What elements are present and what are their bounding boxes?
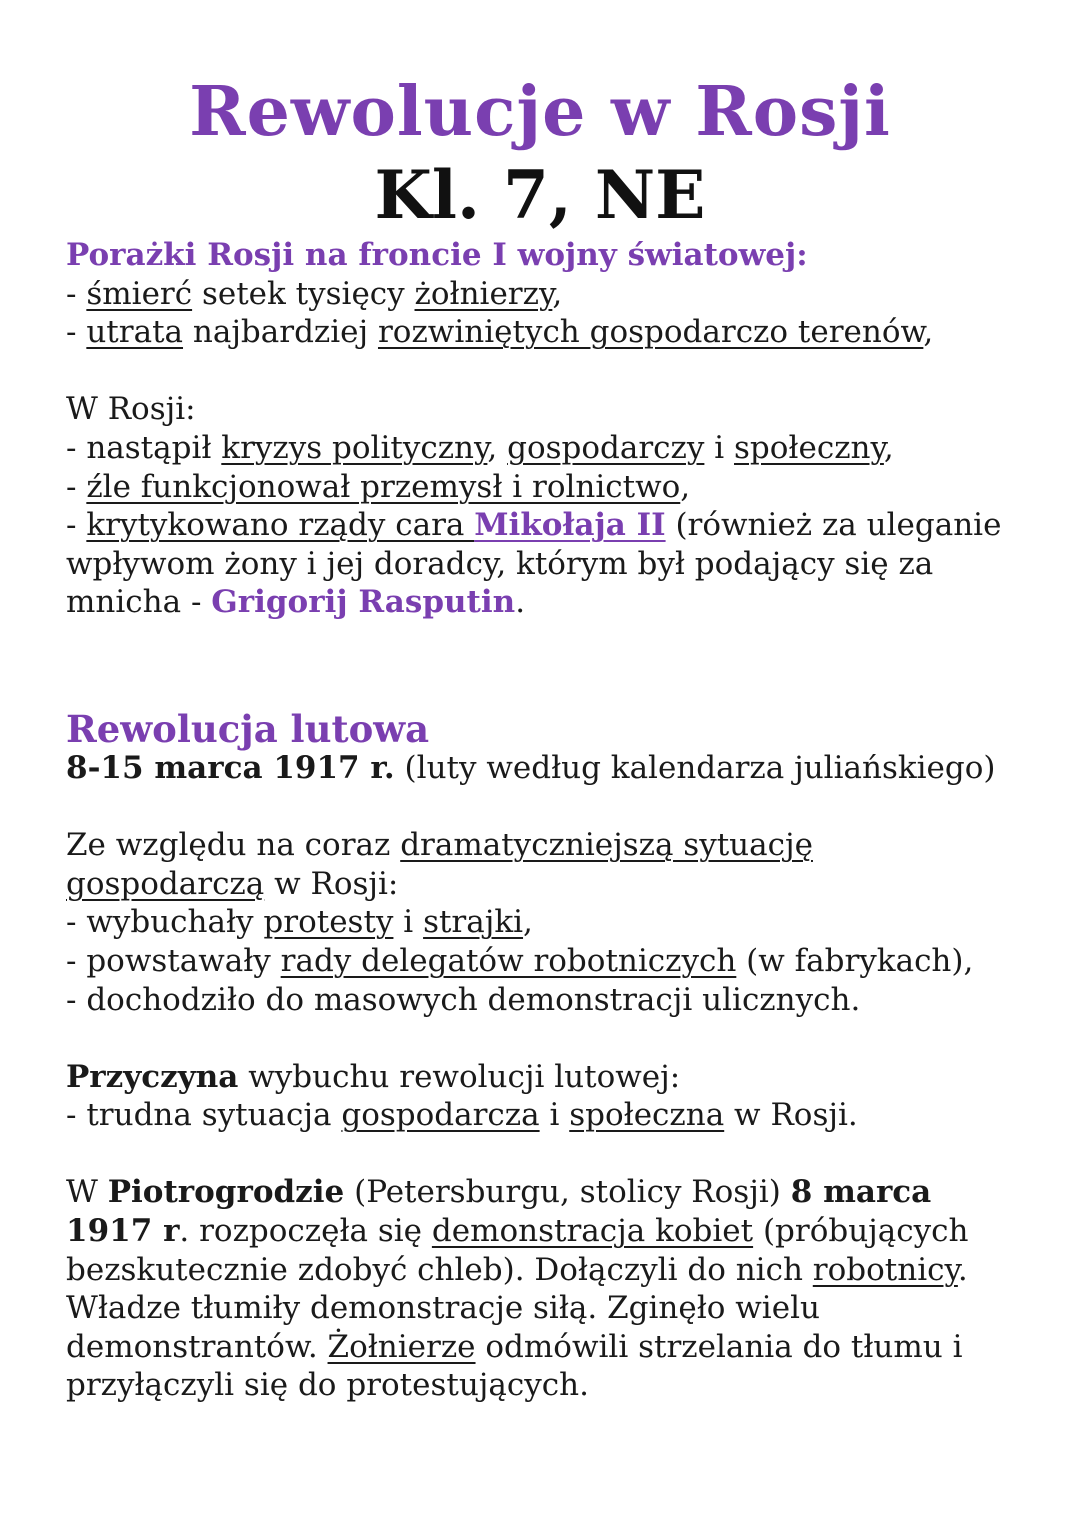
text: , <box>923 314 934 351</box>
text: , <box>552 275 563 312</box>
text: setek tysięcy <box>192 275 415 312</box>
page-title: Rewolucje w Rosji <box>189 72 891 152</box>
list-item <box>66 313 1016 352</box>
text: (Petersburgu, stolicy Rosji) <box>344 1174 791 1211</box>
list-item <box>66 942 1016 981</box>
underlined-text: Żołnierze <box>327 1328 476 1365</box>
underlined-text: dramatyczniejszą sytuację gospodarczą <box>66 827 813 902</box>
date-line <box>66 749 1016 788</box>
underlined-text: rozwiniętych gospodarczo terenów <box>377 314 924 351</box>
underlined-text: żołnierzy <box>414 275 553 312</box>
text: w Rosji: <box>264 865 399 902</box>
list-item <box>66 903 1016 942</box>
section-heading-february-revolution: Rewolucja lutowa <box>66 706 430 751</box>
underlined-text: demonstracja kobiet <box>431 1213 754 1250</box>
highlighted-name: Grigorij Rasputin <box>211 584 516 621</box>
underlined-text: protesty <box>263 904 394 941</box>
bold-date: 8-15 marca 1917 r. <box>66 749 395 786</box>
list-item <box>66 429 1016 468</box>
bold-date: 8 marca 1917 r <box>66 1174 932 1250</box>
underlined-text: gospodarcza <box>341 1097 540 1134</box>
text: , <box>680 468 691 505</box>
text: i <box>704 429 735 466</box>
underlined-text: społeczna <box>569 1097 725 1134</box>
text: - <box>66 507 87 544</box>
section-heading-defeats: Porażki Rosji na froncie I wojny światowej: <box>66 237 808 273</box>
spacer <box>66 1019 1016 1058</box>
bold-place: Piotrogrodzie <box>107 1174 345 1211</box>
text: (próbujących bezskutecznie zdobyć chleb). Dołączyli do nich <box>66 1213 969 1288</box>
underlined-text: gospodarczy <box>507 429 705 466</box>
spacer <box>66 352 1016 391</box>
section-intro-in-russia: W Rosji: <box>66 391 196 428</box>
list-item: - dochodziło do masowych demonstracji ulicznych. <box>66 981 861 1018</box>
text: i <box>393 904 424 941</box>
document-body <box>66 236 1016 1405</box>
text: , <box>883 429 894 466</box>
list-item <box>66 1096 1016 1135</box>
underlined-text: rady delegatów robotniczych <box>280 942 737 979</box>
bold-term: Przyczyna <box>66 1058 239 1095</box>
cause-line <box>66 1058 1016 1097</box>
text: , <box>487 429 508 466</box>
underlined-text: robotnicy <box>812 1251 958 1288</box>
text: - <box>66 275 87 312</box>
text: odmówili strzelania do tłumu i przyłączyli się do protestujących. <box>66 1328 963 1404</box>
paragraph <box>66 1173 1016 1405</box>
underlined-text: krytykowano rządy cara <box>86 507 475 544</box>
text: (również za uleganie wpływom żony i jej doradcy, którym był podający się za mnicha - <box>66 507 1002 621</box>
underlined-text: kryzys polityczny <box>221 429 488 466</box>
text: - powstawały <box>66 942 281 979</box>
underlined-text: strajki <box>423 904 524 941</box>
text: , <box>523 904 533 941</box>
text: i <box>539 1097 570 1134</box>
text: . Władze tłumiły demonstracje siłą. Zginęło wielu demonstrantów. <box>66 1251 968 1365</box>
text: - trudna sytuacja <box>66 1097 342 1134</box>
highlighted-name: Mikołaja II <box>474 507 666 544</box>
paragraph <box>66 826 1016 903</box>
text: w Rosji. <box>724 1097 858 1134</box>
text: (luty według kalendarza juliańskiego) <box>394 749 996 786</box>
underlined-text: utrata <box>86 314 184 351</box>
text: . <box>515 584 526 621</box>
spacer <box>66 788 1016 827</box>
spacer <box>66 1135 1016 1174</box>
text: W <box>66 1174 108 1211</box>
text: najbardziej <box>183 314 378 351</box>
text: (w fabrykach), <box>736 942 974 979</box>
page-subtitle: Kl. 7, NE <box>374 156 706 234</box>
underlined-text: społeczny <box>734 429 884 466</box>
text: - nastąpił <box>66 429 222 466</box>
text: - <box>66 468 87 505</box>
underlined-text: śmierć <box>86 275 193 312</box>
text: . rozpoczęła się <box>179 1213 432 1250</box>
text: - wybuchały <box>66 904 264 941</box>
text: - <box>66 314 87 351</box>
spacer <box>66 622 1016 699</box>
list-item <box>66 468 1016 507</box>
text: Ze względu na coraz <box>66 827 401 864</box>
list-item <box>66 506 1016 622</box>
underlined-text: źle funkcjonował przemysł i rolnictwo <box>86 468 681 505</box>
text: wybuchu rewolucji lutowej: <box>238 1058 681 1095</box>
list-item <box>66 275 1016 314</box>
